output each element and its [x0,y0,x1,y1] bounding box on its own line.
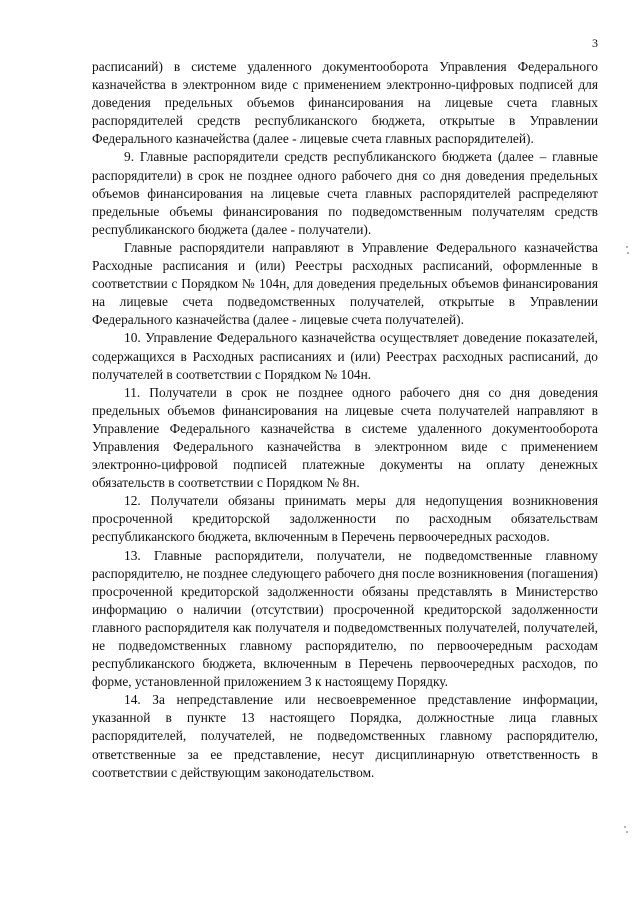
scan-speck [627,252,629,254]
scan-speck [626,831,628,833]
page-number: 3 [592,36,598,50]
document-body [92,58,598,782]
paragraph-13: 13. Главные распорядители, получатели, не подведомственные главному распорядителю, не позднее следующего рабочего дня после возникновения (погашения) просроченной кредиторской задолженности обязаны представлять в Министерство информацию о наличии (отсутствии) просроченной кредиторской задолженности главного распорядителя как получателя и подведомственных получателей, получателей, не подведомственных главному распорядителю, по первоочередным расходам республиканского бюджета, включенным в Перечень первоочередных расходов, по форме, установленной приложением 3 к настоящему Порядку. [92,547,598,690]
paragraph-9-continued: Главные распорядители направляют в Управление Федерального казначейства Расходные расписания и (или) Реестры расходных расписаний, оформленные в соответствии с Порядком № 104н, для доведения предельных объемов финансирования на лицевые счета подведомственных получателей, открытые в Управлении Федерального казначейства (далее - лицевые счета получателей). [92,239,598,328]
scan-speck [624,826,626,828]
paragraph-continuation: расписаний) в системе удаленного документооборота Управления Федерального казначейства в электронном виде с применением электронно-цифровых подписей для доведения предельных объемов финансирования на лицевые счета главных распорядителей средств республиканского бюджета, открытые в Управлении Федерального казначейства (далее - лицевые счета главных распорядителей). [92,59,598,147]
paragraph-11: 11. Получатели в срок не позднее одного рабочего дня со дня доведения предельных объемов финансирования на лицевые счета получателей направляют в Управление Федерального казначейства в системе удаленного документооборота Управления Федерального казначейства в электронном виде с применением электронно-цифровой подписей платежные документы на оплату денежных обязательств в соответствии с Порядком № 8н. [92,384,598,491]
paragraph-14: 14. За непредставление или несвоевременное представление информации, указанной в пункте 13 настоящего Порядка, должностные лица главных распорядителей, получателей, не подведомственных главному распорядителю, ответственные за ее представление, несут дисциплинарную ответственность в соответствии с действующим законодательством. [92,692,598,780]
scan-speck [626,246,628,248]
paragraph-9: 9. Главные распорядители средств республиканского бюджета (далее – главные распорядители) в срок не позднее одного рабочего дня со дня доведения предельных объемов финансирования на лицевые счета главных распорядителей распределяют предельные объемы финансирования по подведомственным получателям средств республиканского бюджета (далее - получатели). [92,149,598,237]
paragraph-10: 10. Управление Федерального казначейства осуществляет доведение показателей, содержащихся в Расходных расписаниях и (или) Реестрах расходных расписаний, до получателей в соответствии с Порядком № 104н. [92,330,598,382]
paragraph-12: 12. Получатели обязаны принимать меры для недопущения возникновения просроченной кредиторской задолженности по расходным обязательствам республиканского бюджета, включенным в Перечень первоочередных расходов. [92,493,598,545]
